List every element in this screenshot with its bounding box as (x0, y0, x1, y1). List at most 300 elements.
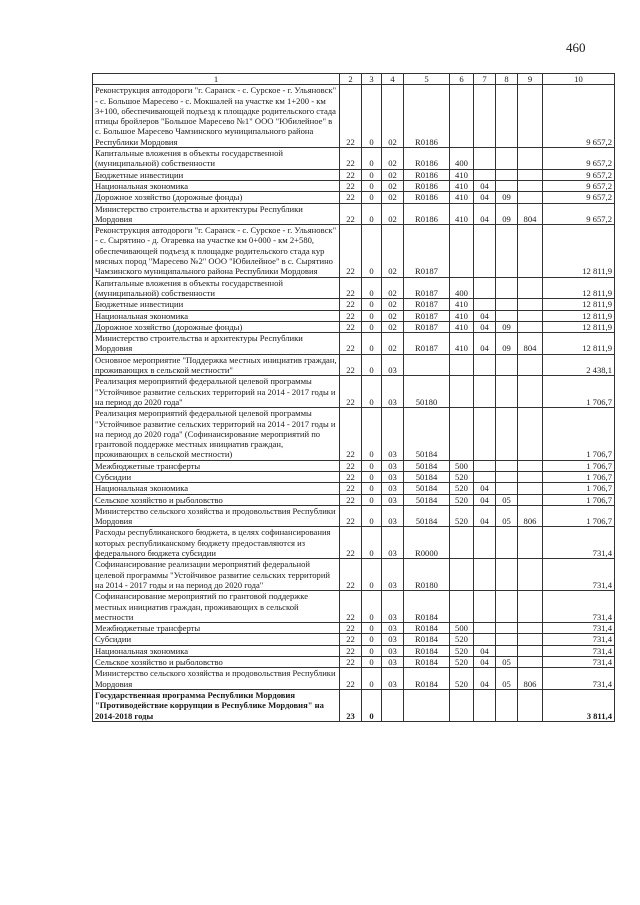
row-name-cell: Реализация мероприятий федеральной целевой программы "Устойчивое развитие сельских территорий на 2014 - 2017 годы и на период до 2020 года" (Софинансирование мероприятий по грантовой поддержке местных инициатив граждан, проживающих в сельской местности) (93, 408, 340, 460)
program-code-cell: 22 (340, 623, 362, 634)
expense-type-cell: 520 (450, 471, 474, 482)
subsection-cell: 09 (496, 203, 518, 225)
section-cell (474, 225, 496, 277)
ministry-code-cell (518, 634, 543, 645)
row-name-cell: Бюджетные инвестиции (93, 299, 340, 310)
expense-type-cell: 400 (450, 148, 474, 170)
program-code-cell: 22 (340, 277, 362, 299)
ministry-code-cell: 806 (518, 505, 543, 527)
activity-code-cell: 02 (382, 225, 404, 277)
program-code-cell: 22 (340, 148, 362, 170)
amount-cell: 1 706,7 (543, 408, 615, 460)
program-code-cell: 22 (340, 354, 362, 376)
expense-type-cell: 520 (450, 657, 474, 668)
section-cell (474, 527, 496, 559)
row-name-cell: Национальная экономика (93, 180, 340, 191)
direction-code-cell: R0186 (404, 180, 450, 191)
subprogram-code-cell: 0 (362, 299, 382, 310)
subsection-cell (496, 299, 518, 310)
subsection-cell (496, 634, 518, 645)
subprogram-code-cell: 0 (362, 408, 382, 460)
subsection-cell: 05 (496, 668, 518, 690)
table-row (93, 634, 615, 645)
subsection-cell (496, 527, 518, 559)
expense-type-cell (450, 408, 474, 460)
table-row (93, 623, 615, 634)
table-row (93, 483, 615, 494)
direction-code-cell: R0180 (404, 559, 450, 591)
expense-type-cell: 520 (450, 505, 474, 527)
program-code-cell: 22 (340, 559, 362, 591)
amount-cell: 731,4 (543, 527, 615, 559)
ministry-code-cell (518, 689, 543, 721)
expense-type-cell: 410 (450, 169, 474, 180)
expense-type-cell: 410 (450, 203, 474, 225)
table-row (93, 192, 615, 203)
subprogram-code-cell: 0 (362, 277, 382, 299)
row-name-cell: Реализация мероприятий федеральной целевой программы "Устойчивое развитие сельских территорий на 2014 - 2017 годы и на период до 2020 года" (93, 376, 340, 408)
header-cell: 10 (543, 74, 615, 85)
expense-type-cell: 520 (450, 483, 474, 494)
table-row (93, 668, 615, 690)
row-name-cell: Государственная программа Республики Мордовия "Противодействие коррупции в Республике Мордовия" на 2014-2018 годы (93, 689, 340, 721)
direction-code-cell: R0187 (404, 225, 450, 277)
expense-type-cell: 520 (450, 494, 474, 505)
row-name-cell: Субсидии (93, 634, 340, 645)
expense-type-cell: 410 (450, 180, 474, 191)
expense-type-cell: 410 (450, 310, 474, 321)
header-cell: 3 (362, 74, 382, 85)
subprogram-code-cell: 0 (362, 460, 382, 471)
table-row (93, 277, 615, 299)
program-code-cell: 23 (340, 689, 362, 721)
ministry-code-cell (518, 408, 543, 460)
program-code-cell: 22 (340, 408, 362, 460)
direction-code-cell: R0184 (404, 591, 450, 623)
table-row (93, 505, 615, 527)
direction-code-cell (404, 354, 450, 376)
section-cell: 04 (474, 310, 496, 321)
header-cell: 6 (450, 74, 474, 85)
amount-cell: 9 657,2 (543, 85, 615, 148)
activity-code-cell: 02 (382, 299, 404, 310)
section-cell (474, 85, 496, 148)
activity-code-cell: 03 (382, 354, 404, 376)
amount-cell: 731,4 (543, 623, 615, 634)
direction-code-cell: R0186 (404, 203, 450, 225)
subsection-cell: 05 (496, 494, 518, 505)
direction-code-cell: R0187 (404, 299, 450, 310)
activity-code-cell: 03 (382, 657, 404, 668)
row-name-cell: Национальная экономика (93, 310, 340, 321)
section-cell: 04 (474, 203, 496, 225)
expense-type-cell (450, 225, 474, 277)
subprogram-code-cell: 0 (362, 527, 382, 559)
expense-type-cell: 520 (450, 634, 474, 645)
header-cell: 2 (340, 74, 362, 85)
ministry-code-cell (518, 354, 543, 376)
amount-cell: 12 811,9 (543, 333, 615, 355)
amount-cell: 9 657,2 (543, 148, 615, 170)
section-cell: 04 (474, 645, 496, 656)
subsection-cell (496, 559, 518, 591)
subsection-cell (496, 354, 518, 376)
section-cell: 04 (474, 321, 496, 332)
direction-code-cell: 50184 (404, 460, 450, 471)
header-cell: 4 (382, 74, 404, 85)
direction-code-cell: 50184 (404, 494, 450, 505)
expense-type-cell: 500 (450, 460, 474, 471)
ministry-code-cell (518, 299, 543, 310)
row-name-cell: Национальная экономика (93, 483, 340, 494)
program-code-cell: 22 (340, 299, 362, 310)
ministry-code-cell (518, 559, 543, 591)
subprogram-code-cell: 0 (362, 192, 382, 203)
expense-type-cell: 520 (450, 645, 474, 656)
subprogram-code-cell: 0 (362, 333, 382, 355)
subsection-cell (496, 460, 518, 471)
activity-code-cell: 02 (382, 148, 404, 170)
subprogram-code-cell: 0 (362, 505, 382, 527)
direction-code-cell: R0000 (404, 527, 450, 559)
header-cell: 9 (518, 74, 543, 85)
subsection-cell: 05 (496, 505, 518, 527)
row-name-cell: Сельское хозяйство и рыболовство (93, 657, 340, 668)
subsection-cell: 09 (496, 321, 518, 332)
table-row (93, 460, 615, 471)
subsection-cell (496, 483, 518, 494)
activity-code-cell (382, 689, 404, 721)
subsection-cell (496, 225, 518, 277)
row-name-cell: Софинансирование мероприятий по грантовой поддержке местных инициатив граждан, проживающих в сельской местности (93, 591, 340, 623)
table-row (93, 225, 615, 277)
subprogram-code-cell: 0 (362, 634, 382, 645)
subsection-cell (496, 591, 518, 623)
expense-type-cell (450, 527, 474, 559)
subprogram-code-cell: 0 (362, 559, 382, 591)
ministry-code-cell (518, 483, 543, 494)
activity-code-cell: 02 (382, 180, 404, 191)
ministry-code-cell (518, 527, 543, 559)
table-row (93, 494, 615, 505)
program-code-cell: 22 (340, 310, 362, 321)
row-name-cell: Капитальные вложения в объекты государственной (муниципальной) собственности (93, 277, 340, 299)
program-code-cell: 22 (340, 376, 362, 408)
program-code-cell: 22 (340, 483, 362, 494)
section-cell (474, 591, 496, 623)
amount-cell: 12 811,9 (543, 299, 615, 310)
ministry-code-cell (518, 85, 543, 148)
amount-cell: 1 706,7 (543, 460, 615, 471)
program-code-cell: 22 (340, 333, 362, 355)
amount-cell: 9 657,2 (543, 180, 615, 191)
ministry-code-cell (518, 494, 543, 505)
program-code-cell: 22 (340, 203, 362, 225)
subsection-cell (496, 85, 518, 148)
direction-code-cell: R0184 (404, 623, 450, 634)
ministry-code-cell (518, 192, 543, 203)
row-name-cell: Межбюджетные трансферты (93, 460, 340, 471)
section-cell (474, 408, 496, 460)
section-cell (474, 623, 496, 634)
table-row (93, 169, 615, 180)
activity-code-cell: 03 (382, 460, 404, 471)
section-cell: 04 (474, 668, 496, 690)
amount-cell: 731,4 (543, 668, 615, 690)
row-name-cell: Основное мероприятие "Поддержка местных инициатив граждан, проживающих в сельской местности" (93, 354, 340, 376)
activity-code-cell: 03 (382, 634, 404, 645)
table-row (93, 645, 615, 656)
program-code-cell: 22 (340, 668, 362, 690)
amount-cell: 12 811,9 (543, 310, 615, 321)
activity-code-cell: 02 (382, 333, 404, 355)
table-row (93, 180, 615, 191)
direction-code-cell: R0184 (404, 634, 450, 645)
ministry-code-cell (518, 180, 543, 191)
row-name-cell: Бюджетные инвестиции (93, 169, 340, 180)
subprogram-code-cell: 0 (362, 483, 382, 494)
amount-cell: 1 706,7 (543, 505, 615, 527)
direction-code-cell: 50184 (404, 471, 450, 482)
subprogram-code-cell: 0 (362, 354, 382, 376)
section-cell (474, 376, 496, 408)
row-name-cell: Сельское хозяйство и рыболовство (93, 494, 340, 505)
expense-type-cell: 400 (450, 277, 474, 299)
program-code-cell: 22 (340, 657, 362, 668)
program-code-cell: 22 (340, 321, 362, 332)
row-name-cell: Капитальные вложения в объекты государственной (муниципальной) собственности (93, 148, 340, 170)
row-name-cell: Реконструкция автодороги "г. Саранск - с. Сурское - г. Ульяновск" - с. Большое Маресево - с. Мокшалей на участке км 1+200 - км 3+100, обеспечивающей подъезд к площадке родительского стада птицы бройлеров "Большое Маресево №1" ООО "Юбилейное" в с. Большое Маресево Чамзинского муниципального района Республики Мордовия (93, 85, 340, 148)
direction-code-cell: R0186 (404, 148, 450, 170)
table-row (93, 689, 615, 721)
subsection-cell (496, 645, 518, 656)
activity-code-cell: 02 (382, 85, 404, 148)
section-cell (474, 689, 496, 721)
amount-cell: 2 438,1 (543, 354, 615, 376)
ministry-code-cell (518, 321, 543, 332)
activity-code-cell: 03 (382, 505, 404, 527)
amount-cell: 1 706,7 (543, 376, 615, 408)
direction-code-cell: R0187 (404, 333, 450, 355)
direction-code-cell: 50180 (404, 376, 450, 408)
section-cell (474, 169, 496, 180)
ministry-code-cell: 804 (518, 203, 543, 225)
activity-code-cell: 02 (382, 169, 404, 180)
activity-code-cell: 02 (382, 192, 404, 203)
direction-code-cell: R0184 (404, 645, 450, 656)
subprogram-code-cell: 0 (362, 471, 382, 482)
subsection-cell (496, 180, 518, 191)
table-row (93, 591, 615, 623)
subprogram-code-cell: 0 (362, 689, 382, 721)
ministry-code-cell: 804 (518, 333, 543, 355)
section-cell: 04 (474, 180, 496, 191)
amount-cell: 3 811,4 (543, 689, 615, 721)
ministry-code-cell: 806 (518, 668, 543, 690)
subprogram-code-cell: 0 (362, 85, 382, 148)
ministry-code-cell (518, 460, 543, 471)
subprogram-code-cell: 0 (362, 225, 382, 277)
ministry-code-cell (518, 225, 543, 277)
subsection-cell: 05 (496, 657, 518, 668)
expense-type-cell (450, 376, 474, 408)
program-code-cell: 22 (340, 527, 362, 559)
expense-type-cell: 410 (450, 333, 474, 355)
ministry-code-cell (518, 645, 543, 656)
row-name-cell: Реконструкция автодороги "г. Саранск - с. Сурское - г. Ульяновск" - с. Сырятино - д. Огаревка на участке км 0+000 - км 2+580, обеспечивающей подъезд к площадке родительского стада кур мясных пород "Маресево №2" ООО "Юбилейное" в с. Сырятино Чамзинского муниципального района Республики Мордовия (93, 225, 340, 277)
table-row (93, 333, 615, 355)
activity-code-cell: 03 (382, 559, 404, 591)
direction-code-cell (404, 689, 450, 721)
subprogram-code-cell: 0 (362, 310, 382, 321)
subsection-cell (496, 148, 518, 170)
subsection-cell (496, 376, 518, 408)
subsection-cell (496, 471, 518, 482)
expense-type-cell (450, 85, 474, 148)
expense-type-cell: 500 (450, 623, 474, 634)
row-name-cell: Расходы республиканского бюджета, в целях софинансирования которых республиканскому бюджету предоставляются из федерального бюджета субсидии (93, 527, 340, 559)
ministry-code-cell (518, 471, 543, 482)
direction-code-cell: R0186 (404, 169, 450, 180)
amount-cell: 12 811,9 (543, 225, 615, 277)
table-row (93, 148, 615, 170)
activity-code-cell: 03 (382, 471, 404, 482)
section-cell: 04 (474, 483, 496, 494)
section-cell (474, 559, 496, 591)
subsection-cell (496, 169, 518, 180)
program-code-cell: 22 (340, 591, 362, 623)
program-code-cell: 22 (340, 471, 362, 482)
section-cell: 04 (474, 494, 496, 505)
activity-code-cell: 03 (382, 623, 404, 634)
direction-code-cell: R0184 (404, 657, 450, 668)
amount-cell: 9 657,2 (543, 203, 615, 225)
expense-type-cell (450, 354, 474, 376)
program-code-cell: 22 (340, 192, 362, 203)
header-cell: 7 (474, 74, 496, 85)
activity-code-cell: 03 (382, 408, 404, 460)
program-code-cell: 22 (340, 494, 362, 505)
subprogram-code-cell: 0 (362, 180, 382, 191)
amount-cell: 1 706,7 (543, 483, 615, 494)
expense-type-cell (450, 559, 474, 591)
row-name-cell: Министерство сельского хозяйства и продовольствия Республики Мордовия (93, 505, 340, 527)
program-code-cell: 22 (340, 225, 362, 277)
row-name-cell: Министерство сельского хозяйства и продовольствия Республики Мордовия (93, 668, 340, 690)
subsection-cell: 09 (496, 333, 518, 355)
amount-cell: 731,4 (543, 591, 615, 623)
subprogram-code-cell: 0 (362, 494, 382, 505)
activity-code-cell: 03 (382, 483, 404, 494)
program-code-cell: 22 (340, 169, 362, 180)
table-row (93, 657, 615, 668)
ministry-code-cell (518, 623, 543, 634)
amount-cell: 731,4 (543, 559, 615, 591)
row-name-cell: Межбюджетные трансферты (93, 623, 340, 634)
section-cell: 04 (474, 657, 496, 668)
table-row (93, 471, 615, 482)
section-cell (474, 460, 496, 471)
header-cell: 5 (404, 74, 450, 85)
header-cell: 8 (496, 74, 518, 85)
direction-code-cell: 50184 (404, 483, 450, 494)
program-code-cell: 22 (340, 460, 362, 471)
activity-code-cell: 03 (382, 494, 404, 505)
subprogram-code-cell: 0 (362, 321, 382, 332)
subprogram-code-cell: 0 (362, 645, 382, 656)
ministry-code-cell (518, 169, 543, 180)
ministry-code-cell (518, 591, 543, 623)
activity-code-cell: 03 (382, 645, 404, 656)
activity-code-cell: 02 (382, 203, 404, 225)
table-row (93, 85, 615, 148)
direction-code-cell: 50184 (404, 408, 450, 460)
row-name-cell: Министерство строительства и архитектуры Республики Мордовия (93, 203, 340, 225)
amount-cell: 9 657,2 (543, 192, 615, 203)
table-row (93, 203, 615, 225)
row-name-cell: Национальная экономика (93, 645, 340, 656)
subprogram-code-cell: 0 (362, 203, 382, 225)
direction-code-cell: R0184 (404, 668, 450, 690)
page-number: 460 (566, 40, 586, 55)
row-name-cell: Министерство строительства и архитектуры Республики Мордовия (93, 333, 340, 355)
amount-cell: 12 811,9 (543, 321, 615, 332)
expense-type-cell (450, 591, 474, 623)
table-row (93, 354, 615, 376)
section-cell: 04 (474, 505, 496, 527)
subprogram-code-cell: 0 (362, 591, 382, 623)
header-cell: 1 (93, 74, 340, 85)
subsection-cell (496, 623, 518, 634)
amount-cell: 12 811,9 (543, 277, 615, 299)
amount-cell: 731,4 (543, 634, 615, 645)
ministry-code-cell (518, 310, 543, 321)
section-cell (474, 634, 496, 645)
expense-type-cell: 410 (450, 321, 474, 332)
row-name-cell: Дорожное хозяйство (дорожные фонды) (93, 321, 340, 332)
amount-cell: 731,4 (543, 657, 615, 668)
subprogram-code-cell: 0 (362, 623, 382, 634)
row-name-cell: Субсидии (93, 471, 340, 482)
row-name-cell: Дорожное хозяйство (дорожные фонды) (93, 192, 340, 203)
amount-cell: 9 657,2 (543, 169, 615, 180)
table-body (93, 74, 615, 722)
ministry-code-cell (518, 148, 543, 170)
expense-type-cell: 520 (450, 668, 474, 690)
table-row (93, 527, 615, 559)
direction-code-cell: 50184 (404, 505, 450, 527)
direction-code-cell: R0187 (404, 321, 450, 332)
table-row (93, 408, 615, 460)
direction-code-cell: R0186 (404, 85, 450, 148)
ministry-code-cell (518, 277, 543, 299)
direction-code-cell: R0187 (404, 310, 450, 321)
program-code-cell: 22 (340, 85, 362, 148)
activity-code-cell: 02 (382, 321, 404, 332)
subprogram-code-cell: 0 (362, 668, 382, 690)
subsection-cell: 09 (496, 192, 518, 203)
activity-code-cell: 03 (382, 591, 404, 623)
activity-code-cell: 03 (382, 527, 404, 559)
section-cell (474, 354, 496, 376)
table-row (93, 310, 615, 321)
expense-type-cell (450, 689, 474, 721)
subsection-cell (496, 310, 518, 321)
expense-type-cell: 410 (450, 299, 474, 310)
table-row (93, 299, 615, 310)
subprogram-code-cell: 0 (362, 376, 382, 408)
direction-code-cell: R0186 (404, 192, 450, 203)
